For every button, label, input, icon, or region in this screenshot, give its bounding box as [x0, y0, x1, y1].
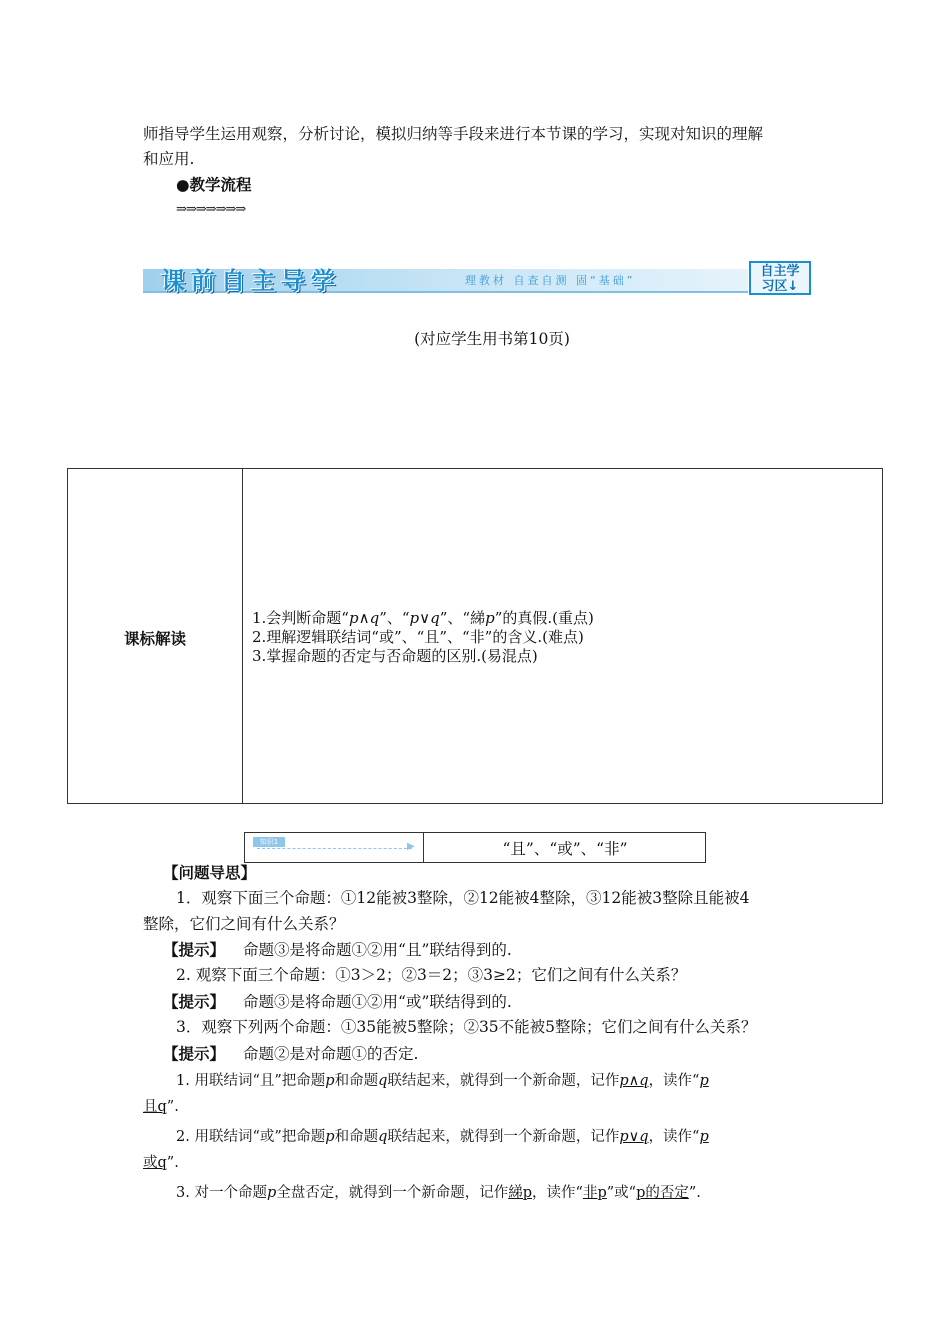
question-2: 2. 观察下面三个命题：①3＞2；②3＝2；③3≥2；它们之间有什么关系？ [176, 966, 687, 984]
def1-end: ”. [166, 1099, 179, 1115]
flow-arrows: ⇒⇒⇒⇒⇒⇒⇒ [176, 202, 246, 217]
hint-label: 【提示】 [163, 1045, 226, 1063]
standard-item-2: 2.理解逻辑联结词“或”、“且”、“非”的含义.(难点) [252, 628, 584, 646]
banner-title: 课前自主导学 [161, 267, 341, 295]
intro-line-1: 师指导学生运用观察，分析讨论，模拟归纳等手段来进行本节课的学习，实现对知识的理解 [143, 125, 764, 143]
self-study-box-line-1: 自主学 [760, 264, 800, 279]
var-q: q [378, 1129, 388, 1145]
knowledge-dashed-line [257, 848, 412, 849]
flow-heading: ●教学流程 [176, 176, 252, 194]
item1-suffix: ”的真假.(重点) [494, 609, 594, 627]
def2-reading-part2: 或q [143, 1155, 167, 1171]
section-banner [143, 259, 815, 297]
def1-reading-part1: p [699, 1073, 709, 1089]
def2-part: ，读作“ [648, 1129, 700, 1145]
item1-prefix: 1.会判断命题“ [252, 609, 349, 627]
hint-1 [163, 939, 512, 961]
var-p: p [409, 609, 420, 627]
def2-part: 2. 用联结词“或”把命题 [176, 1129, 326, 1145]
definition-2-line-2 [143, 1152, 179, 1174]
def2-notation: p∨q [619, 1129, 649, 1145]
def1-notation: p∧q [619, 1073, 649, 1089]
var-q: q [378, 1073, 388, 1089]
knowledge-point-header [244, 832, 706, 863]
banner-subtitle: 理教材 自查自测 固“基础” [465, 274, 636, 287]
self-study-box-line-2: 习区↓ [761, 279, 799, 294]
def3-reading-2: p的否定 [636, 1185, 689, 1201]
def1-part: 1. 用联结词“且”把命题 [176, 1073, 326, 1089]
def2-part: 和命题 [334, 1129, 379, 1145]
def1-reading-part2: 且q [143, 1099, 167, 1115]
page-reference: (对应学生用书第10页) [414, 330, 570, 348]
question-1-line-1: 1．观察下面三个命题：①12能被3整除，②12能被4整除，③12能被3整除且能被4 [176, 889, 750, 907]
intro-line-2: 和应用. [143, 150, 195, 168]
var-p: p [325, 1129, 335, 1145]
or-symbol: ∨ [419, 609, 431, 627]
def3-end: ”. [688, 1185, 701, 1201]
hint-1-text: 命题③是将命题①②用“且”联结得到的. [243, 941, 512, 959]
table-divider [242, 469, 243, 803]
arrow-right-icon: ▶ [407, 841, 415, 852]
item1-sep1: ”、“ [379, 609, 410, 627]
def3-reading-1: 非p [582, 1185, 607, 1201]
var-p: p [325, 1073, 335, 1089]
guide-heading: 【问题导思】 [163, 864, 257, 882]
question-1-line-2: 整除，它们之间有什么关系？ [143, 915, 345, 933]
and-symbol: ∧ [358, 609, 370, 627]
definition-1-line-1 [176, 1070, 709, 1092]
var-q: q [430, 609, 440, 627]
standards-content [252, 609, 594, 666]
def3-part: ”或“ [606, 1185, 637, 1201]
hint-label: 【提示】 [163, 941, 226, 959]
var-p: p [485, 609, 495, 627]
hint-label: 【提示】 [163, 993, 226, 1011]
item1-sep2: ”、“綈 [439, 609, 486, 627]
def3-part: 3. 对一个命题 [176, 1185, 267, 1201]
def1-part: ，读作“ [648, 1073, 700, 1089]
hint-3-text: 命题②是对命题①的否定. [243, 1045, 419, 1063]
def1-part: 和命题 [334, 1073, 379, 1089]
var-p: p [348, 609, 359, 627]
def2-end: ”. [166, 1155, 179, 1171]
standard-item-1 [252, 609, 594, 628]
def2-reading-part1: p [699, 1129, 709, 1145]
def2-part: 联结起来，就得到一个新命题，记作 [387, 1129, 620, 1145]
var-p: p [266, 1185, 277, 1201]
knowledge-title: “且”、“或”、“非” [502, 840, 628, 858]
hint-3 [163, 1043, 418, 1065]
standards-label: 课标解读 [123, 630, 186, 648]
question-3: 3．观察下列两个命题：①35能被5整除；②35不能被5整除；它们之间有什么关系？ [176, 1018, 757, 1036]
definition-3 [176, 1182, 701, 1204]
def3-part: 全盘否定，就得到一个新命题，记作 [276, 1185, 509, 1201]
hint-2-text: 命题③是将命题①②用“或”联结得到的. [243, 993, 512, 1011]
standard-item-3: 3.掌握命题的否定与否命题的区别.(易混点) [252, 647, 538, 665]
self-study-box [749, 261, 811, 295]
def1-part: 联结起来，就得到一个新命题，记作 [387, 1073, 620, 1089]
knowledge-tag: 知识1 [253, 837, 285, 847]
standards-table [67, 468, 883, 804]
var-q: q [369, 609, 380, 627]
definition-1-line-2 [143, 1096, 179, 1118]
hint-2 [163, 991, 512, 1013]
def3-part: ，读作“ [532, 1185, 583, 1201]
def3-notation: 綈p [508, 1185, 533, 1201]
definition-2-line-1 [176, 1126, 709, 1148]
